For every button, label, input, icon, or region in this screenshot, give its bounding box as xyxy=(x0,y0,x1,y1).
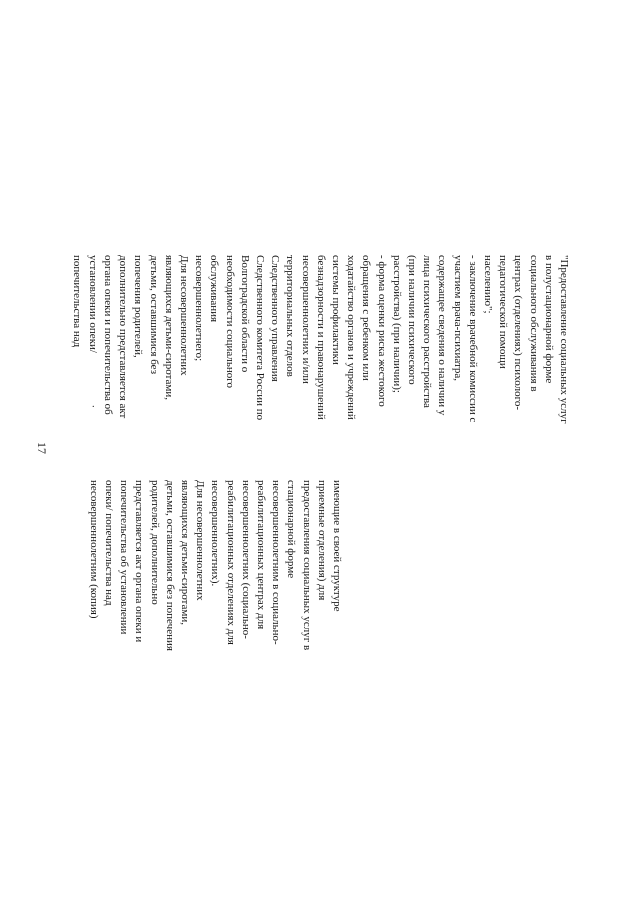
text-line: попечения родителей, xyxy=(132,255,145,358)
text-line: Волгоградской области о xyxy=(238,255,251,373)
text-column-right xyxy=(69,255,571,424)
text-line: несовершеннолетних и/или xyxy=(299,255,312,384)
text-line: необходимости социального xyxy=(223,255,236,389)
stray-mark: . xyxy=(92,399,95,410)
text-line: приемные отделения) для xyxy=(315,480,328,601)
text-line: населению"; xyxy=(481,255,494,314)
text-line: расстройства) (при наличии); xyxy=(390,255,403,393)
text-line: установлении опеки/ xyxy=(86,255,99,353)
text-line: являющихся детьми-сиротами, xyxy=(162,255,175,400)
text-line: Следственного управления xyxy=(269,255,282,382)
text-line: - форма оценки риска жестокого xyxy=(375,255,388,407)
text-line: содержащее сведения о наличии у xyxy=(436,255,449,416)
text-line: безнадзорности и правонарушений xyxy=(314,255,327,420)
text-line: Следственного комитета России по xyxy=(253,255,266,421)
text-line: территориальных отделов xyxy=(284,255,297,377)
text-line: - заключение врачебной комиссии с xyxy=(466,255,479,423)
text-line: центрах (отделениях) психолого- xyxy=(512,255,525,410)
text-line: (при наличии психического xyxy=(405,255,418,385)
text-line: ходатайство органов и учреждений xyxy=(345,255,358,420)
text-line: попечительства об установлении xyxy=(118,480,131,635)
text-line: предоставления социальных услуг в xyxy=(300,480,313,651)
text-line: системы профилактики xyxy=(329,255,342,365)
text-line: несовершеннолетнего; xyxy=(193,255,206,362)
text-line: обслуживания xyxy=(208,255,221,323)
text-line: реабилитационных центрах для xyxy=(254,480,267,630)
text-line: несовершеннолетних). xyxy=(209,480,222,587)
text-line: Для несовершеннолетних xyxy=(177,255,190,376)
text-line: детьми, оставшимися без попечения xyxy=(163,480,176,651)
text-line: социального обслуживания в xyxy=(527,255,540,392)
text-line: стационарной форме xyxy=(285,480,298,579)
text-line: реабилитационных отделениях для xyxy=(224,480,237,645)
text-line: органа опеки и попечительства об xyxy=(101,255,114,415)
text-line: детьми, оставшимися без xyxy=(147,255,160,375)
text-line: представляется акт органа опеки и xyxy=(133,480,146,643)
text-line: опеки/ попечительства над xyxy=(102,480,115,606)
text-line: родителей, дополнительно xyxy=(148,480,161,605)
text-line: попечительства над xyxy=(71,255,84,348)
text-line: обращения с ребенком или xyxy=(360,255,373,381)
text-line: Для несовершеннолетних xyxy=(194,480,207,601)
text-line: являющихся детьми-сиротами, xyxy=(178,480,191,625)
page-number: 17 xyxy=(35,442,49,454)
text-line: дополнительно представляется акт xyxy=(117,255,130,419)
text-line: педагогической помощи xyxy=(497,255,510,369)
text-line: несовершеннолетних (социально- xyxy=(239,480,252,639)
text-line: имеющие в своей структуре xyxy=(331,480,343,612)
text-line: "Предоставление социальных услуг xyxy=(558,255,570,424)
text-line: несовершеннолетним в социально- xyxy=(270,480,283,645)
text-line: участием врача-психиатра, xyxy=(451,255,464,382)
text-column-left xyxy=(86,480,344,651)
text-line: в полустационарной форме xyxy=(542,255,555,384)
text-line: несовершеннолетним (копия) xyxy=(87,480,100,619)
text-line: лица психического расстройства xyxy=(421,255,434,408)
